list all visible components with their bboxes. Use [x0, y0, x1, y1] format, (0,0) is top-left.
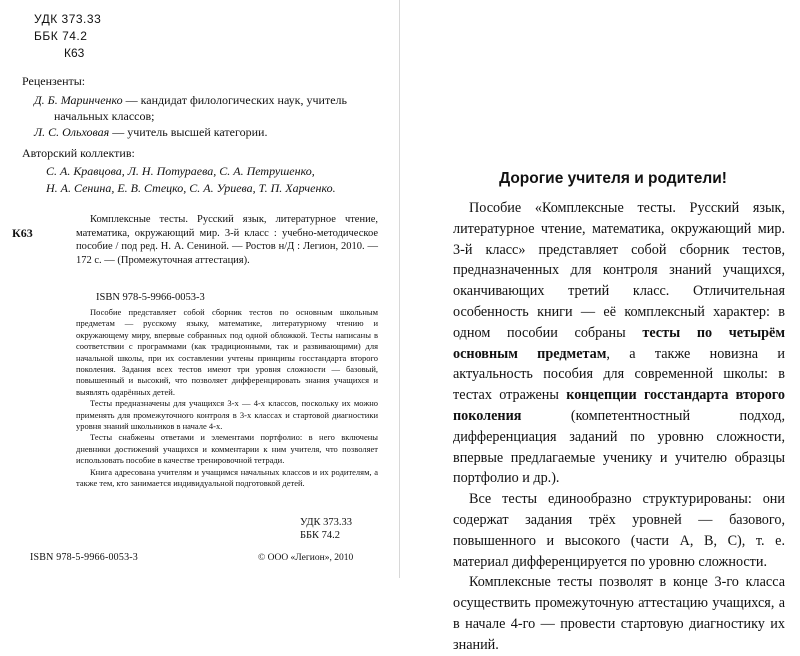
- reviewer-name: Д. Б. Маринченко: [34, 93, 123, 107]
- authors-heading: Авторский коллектив:: [22, 146, 135, 160]
- right-page: [400, 0, 800, 653]
- body-text: Все тесты единообразно структурированы: они содержат задания трёх уровней — базового, повышенного и высокого (части А, В, С), т. е. материал дифференцируется по уровню сложности.: [453, 491, 785, 570]
- body-text: (компетентностный подход, дифференциация заданий по уровню сложности, впервые предлагаемые ученику и учителю образцы портфолио и др.).: [453, 407, 785, 487]
- emphasis-text: концепции госстандарта второго поколения: [453, 387, 785, 424]
- foreword-body: [453, 198, 785, 656]
- card-author-sign: К63: [12, 226, 33, 240]
- bottom-isbn: ISBN 978-5-9966-0053-3: [30, 552, 139, 563]
- reviewer-entry: [34, 92, 384, 124]
- catalog-description: Комплексные тесты. Русский язык, литературное чтение, математика, окружающий мир. 3-й класс : учебно-методическое пособие / под ред. Н. А. Сениной. — Ростов н/Д : Легион, 2010. — 172 с. — (Промежуточная аттестация).: [76, 214, 378, 266]
- body-text: Пособие «Комплексные тесты. Русский язык, литературное чтение, математика, окружающий мир. 3-й класс» представляет собой сборник тестов, предназначенных для контроля знаний учащихся, оканчивающих третий класс. Отличительная особенность книги — её комплексный характер: в одном пособии собраны: [453, 200, 785, 341]
- card-codes: [300, 516, 352, 542]
- catalog-card-text: [76, 213, 378, 267]
- body-text: , а также новизна и актуальность пособия для современной школы: в тестах отражены: [453, 345, 785, 404]
- body-text: Комплексные тесты позволят в конце 3-го класса осуществить промежуточную аттестацию учащихся, а в начале 4-го — провести стартовую диагностику их знаний.: [453, 574, 785, 653]
- foreword-paragraph: [453, 572, 785, 655]
- emphasis-text: тесты по четырём основным предметам: [453, 324, 785, 362]
- foreword-paragraph: [453, 489, 785, 572]
- authors-line: С. А. Кравцова, Л. Н. Потураева, С. А. Петрушенко,: [46, 164, 315, 178]
- annotation-paragraph: Тесты снабжены ответами и элементами портфолио: в него включены дневники достижений учащихся и комментарии к ним учителя, что позволяет использовать пособие в качестве тренировочной тетради.: [76, 432, 378, 466]
- annotation-paragraph: Книга адресована учителям и учащимся начальных классов и их родителям, а также тем, кто занимается индивидуальной подготовкой детей.: [76, 466, 378, 489]
- reviewers-heading: Рецензенты:: [22, 74, 86, 88]
- authors-list: [46, 163, 386, 197]
- udk-code: УДК 373.33: [34, 12, 102, 26]
- page-heading: Дорогие учителя и родители!: [499, 170, 727, 187]
- reviewer-name: Л. С. Ольховая: [34, 125, 110, 139]
- copyright: © ООО «Легион», 2010: [258, 553, 354, 563]
- reviewer-desc: — учитель высшей категории.: [109, 125, 268, 139]
- bbk-code: ББК 74.2: [34, 29, 88, 43]
- card-udk: УДК 373.33: [300, 517, 353, 528]
- annotation: [76, 307, 378, 490]
- annotation-paragraph: Тесты предназначены для учащихся 3-х — 4-х классов, поскольку их можно применять для промежуточного контроля в 3-х классах и стартовой диагностики уровня знаний школьников в начале 4-х.: [76, 398, 378, 432]
- foreword-paragraph: [453, 198, 785, 489]
- reviewers-list: [34, 92, 384, 140]
- reviewer-desc: — кандидат филологических наук, учитель начальных классов;: [54, 93, 347, 123]
- author-sign: К63: [64, 46, 85, 60]
- reviewer-entry: [34, 124, 384, 140]
- card-isbn: ISBN 978-5-9966-0053-3: [96, 292, 205, 303]
- card-bbk: ББК 74.2: [300, 530, 341, 541]
- annotation-paragraph: Пособие представляет собой сборник тестов по основным школьным предметам — русскому языку, математике, литературному чтению и окружающему миру, впервые собранных под одной обложкой. Тесты написаны в соответствии с программами (как традиционными, так и развивающими) для начальной школы, при их составлении учтены принципы госстандарта второго поколения. Задания всех тестов имеют три уровня сложности — базовый, повышенный и высокий, что позволяет дифференцировать знания учащихся и выявлять одарённых детей.: [76, 307, 378, 397]
- left-page: [0, 0, 400, 578]
- authors-line: Н. А. Сенина, Е. В. Стецко, С. А. Уриева, Т. П. Харченко.: [46, 181, 336, 195]
